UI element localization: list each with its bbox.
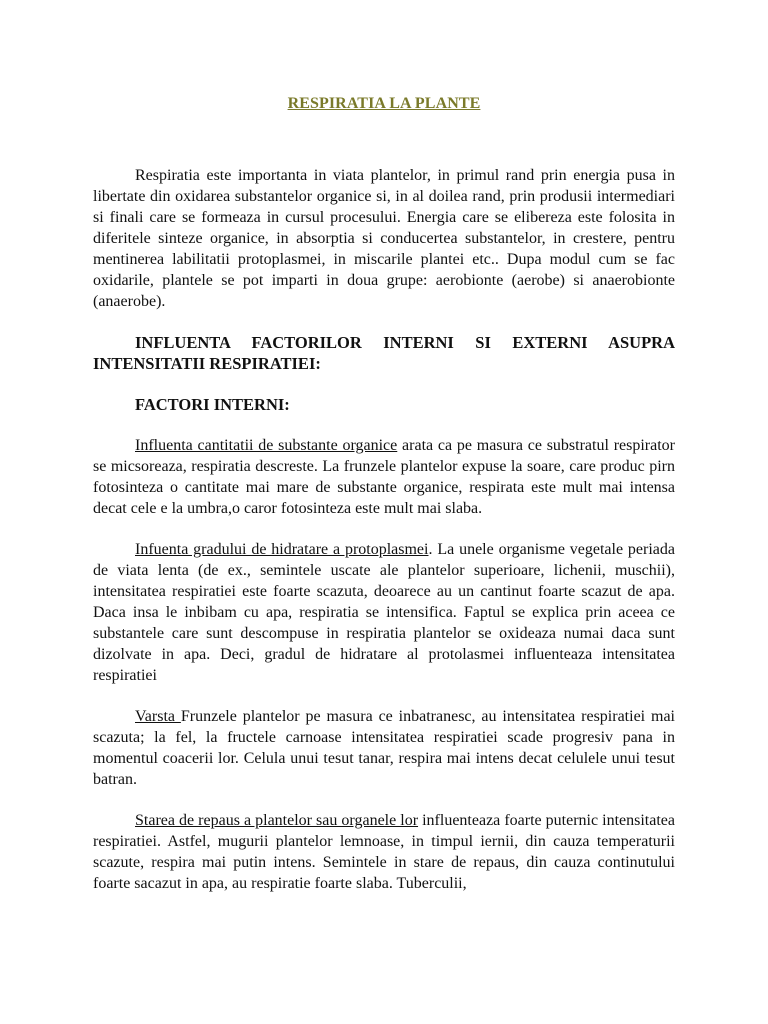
section-heading-factori-interni: FACTORI INTERNI: bbox=[135, 395, 290, 414]
term-repaus: Starea de repaus a plantelor sau organele lor bbox=[135, 812, 419, 829]
paragraph-repaus bbox=[93, 810, 675, 894]
text-repaus: influenteaza foarte puternic intensitatea respiratiei. Astfel, mugurii plantelor lemnoase, in timpul iernii, din cauza temperaturii scazute, respira mai putin intens. Semintele in stare de repaus, din cauza continutului foarte sacazut in apa, au respiratie foarte slaba. Tuberculii, bbox=[93, 812, 675, 892]
paragraph-varsta bbox=[93, 706, 675, 790]
section-heading-influenta: INFLUENTA FACTORILOR INTERNI SI EXTERNI ASUPRA INTENSITATII RESPIRATIEI: bbox=[93, 333, 675, 373]
paragraph-cantitate bbox=[93, 435, 675, 519]
intro-paragraph: Respiratia este importanta in viata plantelor, in primul rand prin energia pusa in libertate din oxidarea substantelor organice si, in al doilea rand, prin produsii intermediari si finali care se formeaza in cursul procesului. Energia care se elibereza este folosita in diferitele sinteze organice, in absorptia si conducertea substantelor, in crestere, pentru mentinerea labilitatii protoplasmei, in miscarile plantei etc.. Dupa modul cum se fac oxidarile, plantele se pot imparti in doua grupe: aerobionte (aerobe) si anaerobionte (anaerobe). bbox=[93, 167, 675, 310]
paragraph-hidratare bbox=[93, 539, 675, 686]
text-cantitate: arata ca pe masura ce substratul respirator se micsoreaza, respiratia descreste. La frunzele plantelor expuse la soare, care produc pirn fotosinteza o cantitate mai mare de substante organice, respirata este mult mai intensa decat cele e la umbra,o caror fotosinteza este mult mai slaba. bbox=[93, 437, 675, 517]
term-cantitate: Influenta cantitatii de substante organice bbox=[135, 437, 398, 454]
text-varsta: Frunzele plantelor pe masura ce inbatranesc, au intensitatea respiratiei mai scazuta; la fel, la fructele carnoase intensitatea respiratiei scade progresiv pana in momentul coacerii lor. Celula unui tesut tanar, respira mai intens decat celulele unui tesut batran. bbox=[93, 708, 676, 788]
term-hidratare: Infuenta gradului de hidratare a protoplasmei bbox=[135, 541, 429, 558]
text-hidratare: . La unele organisme vegetale periada de viata lenta (de ex., semintele uscate ale plantelor superioare, lichenii, muschii), intensitatea respiratiei este foarte scazuta, deoarece au un cantinut foarte scazut de apa. Daca insa le inbibam cu apa, respiratia se intensifica. Faptul se explica prin aceea ce substantele care sunt descompuse in respiratia plantelor se oxideaza numai daca sunt dizolvate in apa. Deci, gradul de hidratare al protolasmei influenteaza intensitatea respiratiei bbox=[93, 541, 675, 684]
term-varsta: Varsta bbox=[135, 708, 181, 725]
document-title: RESPIRATIA LA PLANTE bbox=[287, 95, 481, 112]
